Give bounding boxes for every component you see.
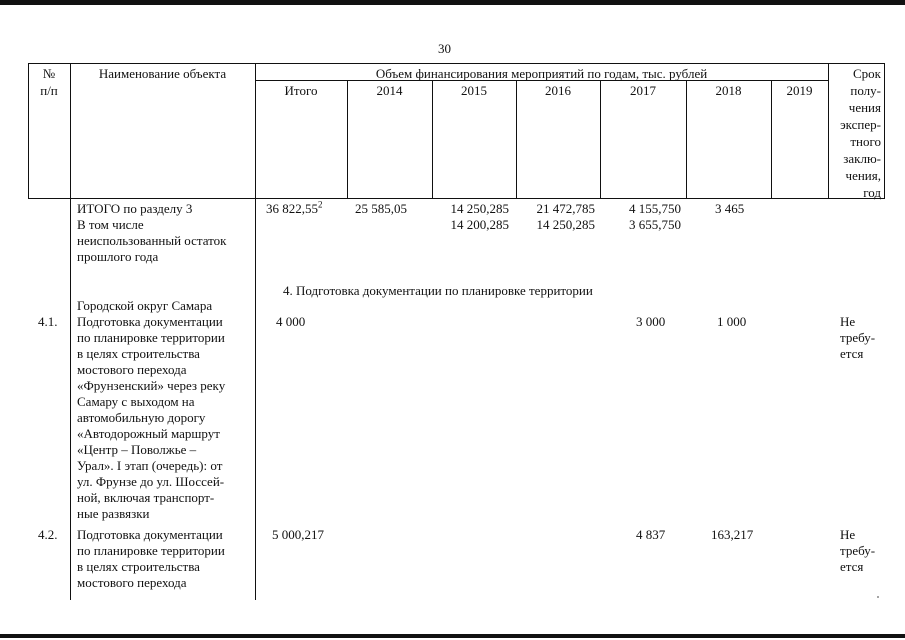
header-name: Наименование объекта (98, 66, 227, 81)
header-bottom-line (28, 198, 884, 199)
body-divider-name (255, 198, 256, 600)
bottom-border-bar (0, 634, 905, 638)
header-divider-num (70, 63, 71, 199)
page-number: 30 (438, 41, 451, 56)
total-row-footnote-mark: 2 (318, 199, 323, 210)
total-row-2016: 21 472,785 14 250,285 (536, 201, 595, 232)
row-4-1-2017: 3 000 (636, 314, 666, 329)
top-border-bar (0, 0, 905, 5)
total-row-2018: 3 465 (715, 201, 745, 216)
header-year-2014: 2014 (376, 83, 403, 98)
header-num: № п/п (40, 66, 58, 98)
row-4-1-num: 4.1. (38, 314, 58, 329)
row-4-2-term: Не требу- ется (840, 527, 876, 574)
section-title: 4. Подготовка документации по планировке территории (283, 283, 593, 298)
row-4-1-name: Городской округ Самара Подготовка документации по планировке территории в целях строительства мостового перехода «Фрунзенский» через реку Самару с выходом на автомобильную дорогу «Автодорожный маршрут «Центр – Поволжье – Урал». I этап (очередь): от ул. Фрунзе до ул. Шоссей- ной, включая транспорт- ные развязки (77, 298, 226, 521)
header-year-2017: 2017 (630, 83, 656, 98)
total-row-name: ИТОГО по разделу 3 В том числе неиспользованный остаток прошлого года (77, 201, 227, 264)
total-row-2014: 25 585,05 (355, 201, 407, 216)
header-year-2019: 2019 (786, 83, 813, 98)
header-year-2016: 2016 (545, 83, 571, 98)
header-funding: Объем финансирования мероприятий по годам, тыс. рублей (375, 66, 708, 81)
header-top-line (28, 63, 884, 64)
row-4-2-total: 5 000,217 (272, 527, 324, 542)
row-4-1-2018: 1 000 (717, 314, 747, 329)
scan-speck (877, 596, 879, 598)
total-row-2017: 4 155,750 3 655,750 (629, 201, 681, 232)
row-4-1-total: 4 000 (276, 314, 306, 329)
header-year-2015: 2015 (461, 83, 487, 98)
row-4-2-2017: 4 837 (636, 527, 666, 542)
header-border-right (884, 63, 885, 199)
row-4-1-term: Не требу- ется (840, 314, 876, 361)
header-term: Срок полу- чения экспер- тного заклю- чения, год (840, 66, 881, 200)
body-divider-num (70, 198, 71, 600)
total-row-total-value: 36 822,55 (266, 201, 318, 216)
row-4-2-2018: 163,217 (711, 527, 754, 542)
header-year-2018: 2018 (715, 83, 742, 98)
row-4-2-num: 4.2. (38, 527, 58, 542)
total-row-2015: 14 250,285 14 200,285 (450, 201, 509, 232)
row-4-2-name: Подготовка документации по планировке территории в целях строительства мостового перехода (77, 527, 225, 590)
header-total: Итого (284, 83, 318, 98)
total-row-total (266, 201, 323, 217)
